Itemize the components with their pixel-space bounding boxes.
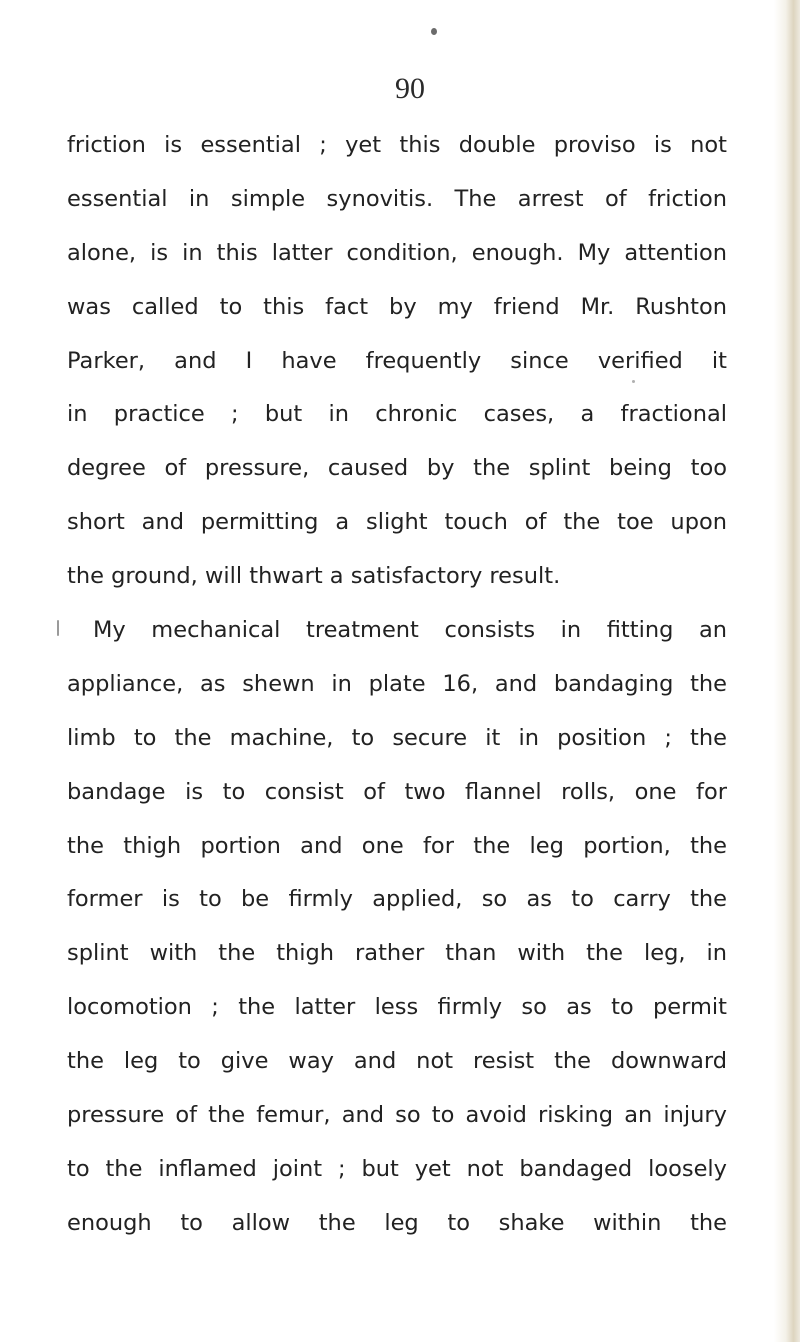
text-line: friction is essential ; yet this double proviso is not	[67, 132, 727, 158]
text-line: limb to the machine, to secure it in position ; the	[67, 724, 727, 751]
text-line: essential in simple synovitis. The arrest of friction	[67, 185, 727, 212]
text-line: pressure of the femur, and so to avoid risking an injury	[67, 1102, 727, 1129]
ink-speck	[431, 28, 437, 35]
text-line: was called to this fact by my friend Mr. Rushton	[67, 293, 727, 320]
ink-speck	[57, 620, 59, 636]
text-line: to the inflamed joint ; but yet not bandaged loosely	[67, 1155, 727, 1182]
paragraph-start-line: My mechanical treatment consists in fitting an	[93, 617, 727, 644]
text-line: appliance, as shewn in plate 16, and bandaging the	[67, 670, 727, 697]
text-line: in practice ; but in chronic cases, a fractional	[67, 401, 727, 428]
text-line: locomotion ; the latter less firmly so as to permit	[67, 994, 727, 1021]
text-line: Parker, and I have frequently since verified it	[67, 347, 727, 374]
text-line: enough to allow the leg to shake within the	[67, 1209, 727, 1236]
paragraph-end-line: the ground, will thwart a satisfactory result.	[67, 563, 561, 590]
text-line: short and permitting a slight touch of the toe upon	[67, 509, 727, 536]
text-line: bandage is to consist of two flannel rolls, one for	[67, 778, 727, 805]
text-line: alone, is in this latter condition, enough. My attention	[67, 239, 727, 266]
page-edge-shadow	[774, 0, 800, 1342]
text-line: splint with the thigh rather than with the leg, in	[67, 940, 727, 967]
text-line: the thigh portion and one for the leg portion, the	[67, 832, 727, 859]
page-number: 90	[395, 72, 425, 105]
text-line: the leg to give way and not resist the downward	[67, 1048, 727, 1075]
text-line: degree of pressure, caused by the splint being too	[67, 455, 727, 482]
text-line: former is to be firmly applied, so as to carry the	[67, 886, 727, 913]
body-text	[67, 125, 727, 1257]
